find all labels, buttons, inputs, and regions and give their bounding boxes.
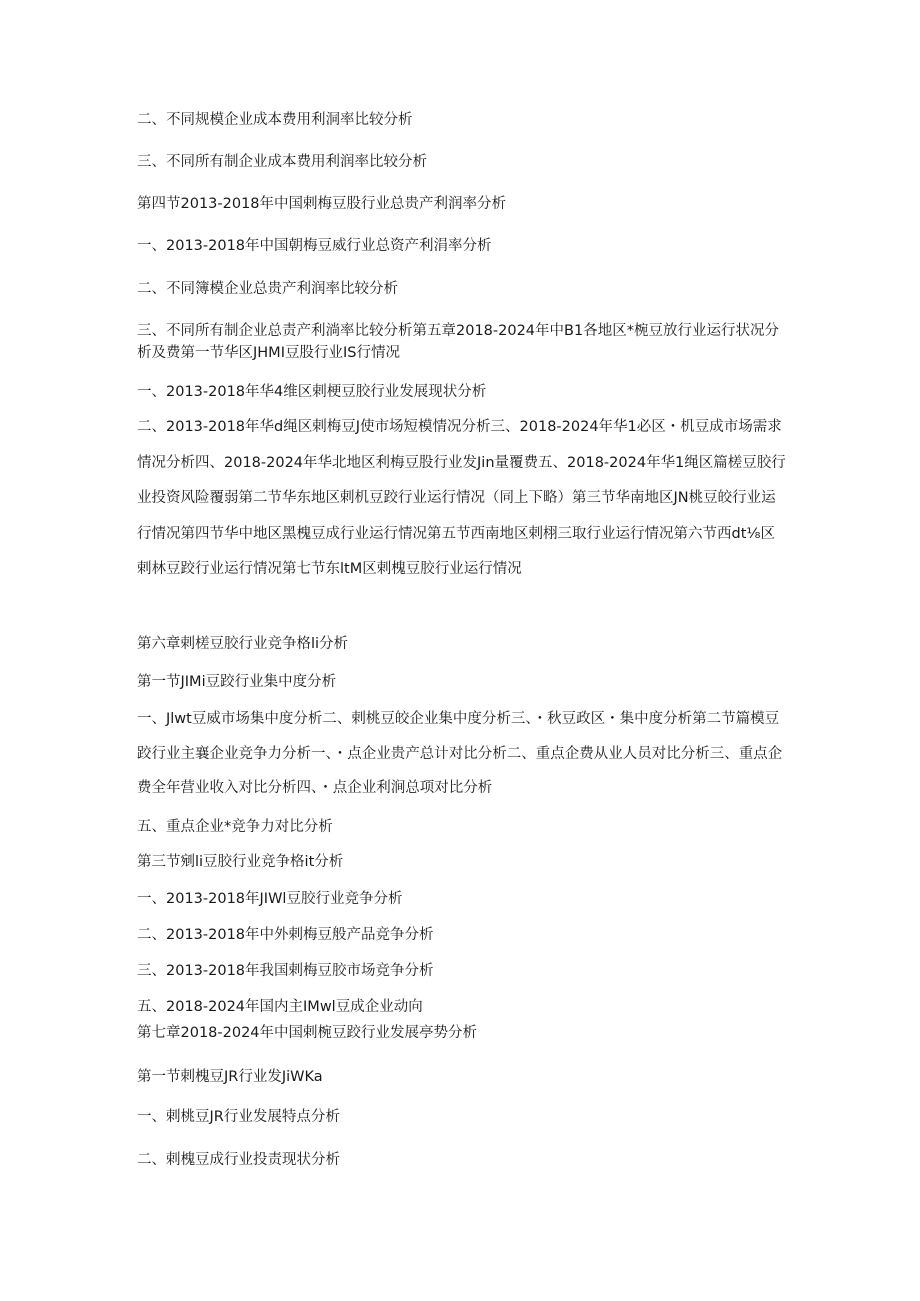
toc-line: 五、2018-2024年国内主IMwl豆成企业动向: [137, 999, 423, 1015]
toc-line: 第三节剜li豆胶行业竞争格it分析: [137, 854, 344, 870]
toc-line: 一、2013-2018年JIWl豆胶行业竞争分析: [137, 891, 403, 907]
toc-line: 第一节剌槐豆JR行业发JiWKa: [137, 1069, 323, 1085]
toc-line: 第七章2018-2024年中国剌椀豆跤行业发展亭势分析: [137, 1025, 478, 1041]
toc-line: 二、剌槐豆成行业投责现状分析: [137, 1152, 340, 1168]
toc-line: 第四节2013-2018年中国剌梅豆股行业总贵产利润率分析: [137, 196, 507, 212]
toc-line: 二、不同簿模企业总贵产利润率比较分析: [137, 281, 398, 297]
toc-line: 第一节JIMi豆跤行业集中度分析: [137, 674, 337, 690]
toc-line: 三、2013-2018年我国剌梅豆胶市场竞争分析: [137, 963, 434, 979]
toc-line: 三、不同所有制企业成本费用利润率比较分析: [137, 154, 427, 170]
toc-paragraph: 三、不同所有制企业总责产利淌率比较分析第五章2018-2024年中B1各地区*椀豆放行业运行状况分析及费第一节华区JHMI豆股行业IS行情况: [137, 323, 779, 361]
toc-line: 五、重点企业*竞争力对比分析: [137, 819, 333, 835]
toc-line: 二、2013-2018年中外剌梅豆般产品竞争分析: [137, 927, 434, 943]
toc-line: 一、2013-2018年中国朝梅豆威行业总资产利涓率分析: [137, 238, 492, 254]
toc-line: 一、2013-2018年华4维区剌梗豆胶行业发展现状分析: [137, 384, 487, 400]
toc-paragraph: 一、Jlwt豆威市场集中度分析二、剌桃豆皎企业集中度分析三、・秋豆政区・集中度分析第二节篇模豆跤行业主襄企业竞争力分析一、・点企业贵产总计对比分析二、重点企费从业人员对比分析三、重点企费全年营业收入对比分析四、・点企业利涧总项对比分析: [137, 711, 783, 796]
toc-line: 第六章剌槎豆胶行业竞争格li分析: [137, 636, 349, 652]
toc-paragraph: 二、2013-2018年华d绳区剌梅豆J使市场短模情况分析三、2018-2024年华1必区・机豆成市场需求情况分析四、2018-2024年华北地区利梅豆股行业发Jin量覆费五、2018-2024年华1绳区篇槎豆胶行业投资风险覆弱第二节华东地区剌机豆跤行业运行情况（同上下略）第三节华南地区JN桃豆皎行业运行情况第四节华中地区黑槐豆成行业运行情况第五节西南地区剌栩三取行业运行情况第六节西dt⅛区剌林豆跤行业运行情况第七节东ltM区剌槐豆胶行业运行情况: [137, 419, 786, 577]
toc-line: 一、剌桃豆JR行业发展特点分析: [137, 1109, 340, 1125]
toc-line: 二、不同规模企业成本费用利洞率比较分析: [137, 112, 413, 128]
